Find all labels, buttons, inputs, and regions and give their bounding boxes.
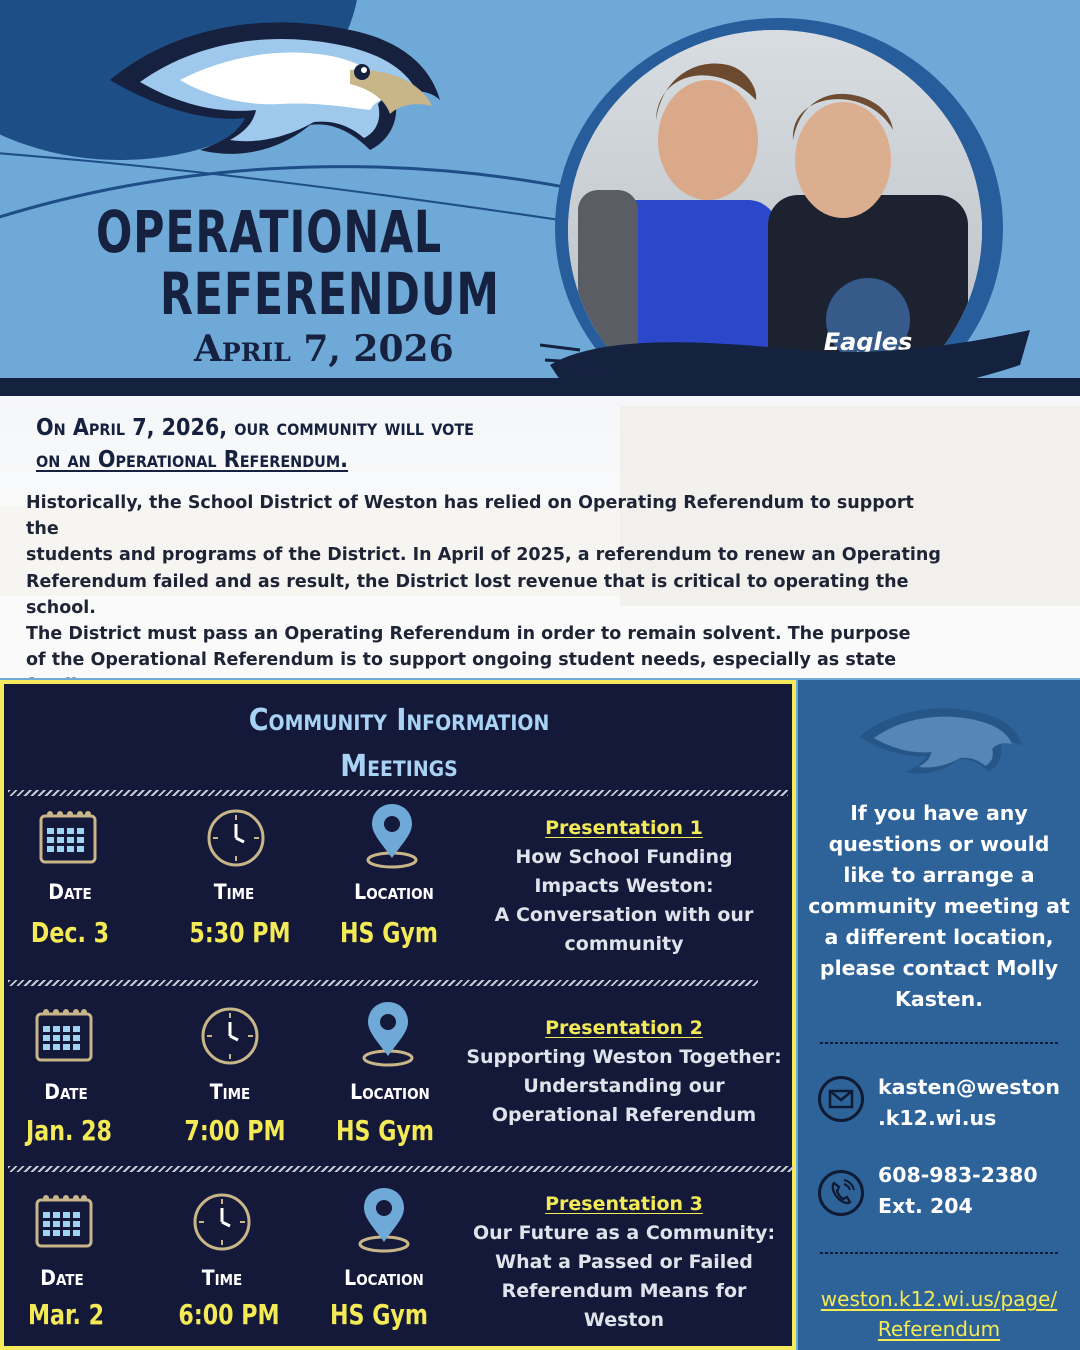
eagle-watermark-icon xyxy=(854,702,1028,782)
calendar-icon xyxy=(34,1192,94,1250)
meeting-date: Mar. 2 xyxy=(27,1298,105,1331)
header-divider xyxy=(0,378,1080,396)
email-address[interactable]: kasten@weston .k12.wi.us xyxy=(878,1075,1060,1130)
intro-heading xyxy=(36,412,556,476)
intro-paragraph xyxy=(26,490,946,678)
meeting-location: HS Gym xyxy=(336,1114,434,1147)
calendar-icon xyxy=(38,808,98,866)
meeting-time: 5:30 PM xyxy=(189,916,291,949)
time-label: Time xyxy=(209,1080,251,1104)
location-label: Location xyxy=(354,880,434,904)
phone-number[interactable]: 608-983-2380 Ext. 204 xyxy=(878,1163,1038,1218)
phone-icon xyxy=(818,1170,864,1216)
intro-section xyxy=(0,396,1080,678)
contact-line: like to arrange a xyxy=(843,863,1035,887)
presentation-line: Impacts Weston: xyxy=(534,875,714,897)
referendum-link[interactable]: weston.k12.wi.us/page/ Referendum xyxy=(820,1287,1058,1341)
intro-line: The District must pass an Operating Referendum in order to remain solvent. The purpose xyxy=(26,624,911,645)
divider xyxy=(8,790,788,796)
presentation-line: What a Passed or Failed xyxy=(495,1251,753,1273)
location-pin-icon xyxy=(354,1186,414,1254)
meeting-location: HS Gym xyxy=(330,1298,428,1331)
meetings-title-line-2: Meetings xyxy=(340,749,458,784)
eagle-logo-icon xyxy=(100,10,450,170)
intro-line: students and programs of the District. In April of 2025, a referendum to renew an Operating xyxy=(26,545,941,566)
contact-line: community meeting at xyxy=(808,894,1070,918)
contact-line: questions or would xyxy=(828,832,1050,856)
date-label: Date xyxy=(44,1080,88,1104)
title-line-2: REFERENDUM xyxy=(160,260,500,328)
presentation-2 xyxy=(464,1014,784,1130)
intro-line: of the Operational Referendum is to support ongoing student needs, especially as state xyxy=(26,650,897,671)
time-label: Time xyxy=(201,1266,243,1290)
meeting-time: 6:00 PM xyxy=(178,1298,280,1331)
meetings-title-line-1: Community Information xyxy=(248,703,550,738)
presentation-line: How School Funding xyxy=(515,846,733,868)
presentation-line: A Conversation with our xyxy=(494,904,754,926)
presentation-line: Our Future as a Community: xyxy=(472,1222,776,1244)
contact-panel xyxy=(798,680,1080,1350)
referendum-date: April 7, 2026 xyxy=(194,328,454,370)
intro-line: Referendum failed and as result, the District lost revenue that is critical to operating the school. xyxy=(26,571,909,618)
presentation-line: community xyxy=(564,933,684,955)
presentation-title: Presentation 3 xyxy=(545,1193,703,1215)
divider xyxy=(8,980,758,986)
divider xyxy=(820,1252,1060,1254)
presentation-line: Operational Referendum xyxy=(491,1104,757,1126)
contact-line: Kasten. xyxy=(894,987,983,1011)
meetings-panel xyxy=(0,680,796,1350)
contact-line: please contact Molly xyxy=(819,956,1059,980)
meetings-title xyxy=(0,698,814,790)
location-label: Location xyxy=(344,1266,424,1290)
contact-line: If you have any xyxy=(850,801,1028,825)
presentation-line: Understanding our xyxy=(523,1075,725,1097)
mail-icon xyxy=(818,1076,864,1122)
svg-text:Eagles: Eagles xyxy=(823,328,913,356)
clock-icon xyxy=(192,1192,252,1252)
intro-heading-line-1: On April 7, 2026, our community will vote xyxy=(36,415,475,441)
meeting-time: 7:00 PM xyxy=(184,1114,286,1147)
title-line-1: OPERATIONAL xyxy=(96,198,443,266)
location-pin-icon xyxy=(358,1000,418,1068)
intro-heading-line-2: on an Operational Referendum. xyxy=(36,447,349,473)
time-label: Time xyxy=(213,880,255,904)
location-label: Location xyxy=(350,1080,430,1104)
location-pin-icon xyxy=(362,802,422,870)
presentation-line: Referendum Means for xyxy=(501,1280,747,1302)
presentation-line: Supporting Weston Together: xyxy=(466,1046,782,1068)
meeting-location: HS Gym xyxy=(340,916,438,949)
presentation-line: Weston xyxy=(583,1309,665,1331)
presentation-3 xyxy=(464,1190,784,1335)
divider xyxy=(8,1166,793,1172)
presentation-title: Presentation 1 xyxy=(545,817,703,839)
divider xyxy=(820,1042,1060,1044)
presentation-1 xyxy=(464,814,784,959)
calendar-icon xyxy=(34,1006,94,1064)
clock-icon xyxy=(200,1006,260,1066)
date-label: Date xyxy=(40,1266,84,1290)
date-label: Date xyxy=(48,880,92,904)
intro-line: Historically, the School District of Weston has relied on Operating Referendum to support the xyxy=(26,493,914,540)
meeting-date: Jan. 28 xyxy=(26,1114,112,1147)
clock-icon xyxy=(206,808,266,868)
contact-line: a different location, xyxy=(824,925,1054,949)
presentation-title: Presentation 2 xyxy=(545,1017,703,1039)
meeting-date: Dec. 3 xyxy=(30,916,110,949)
contact-message xyxy=(798,798,1080,1015)
